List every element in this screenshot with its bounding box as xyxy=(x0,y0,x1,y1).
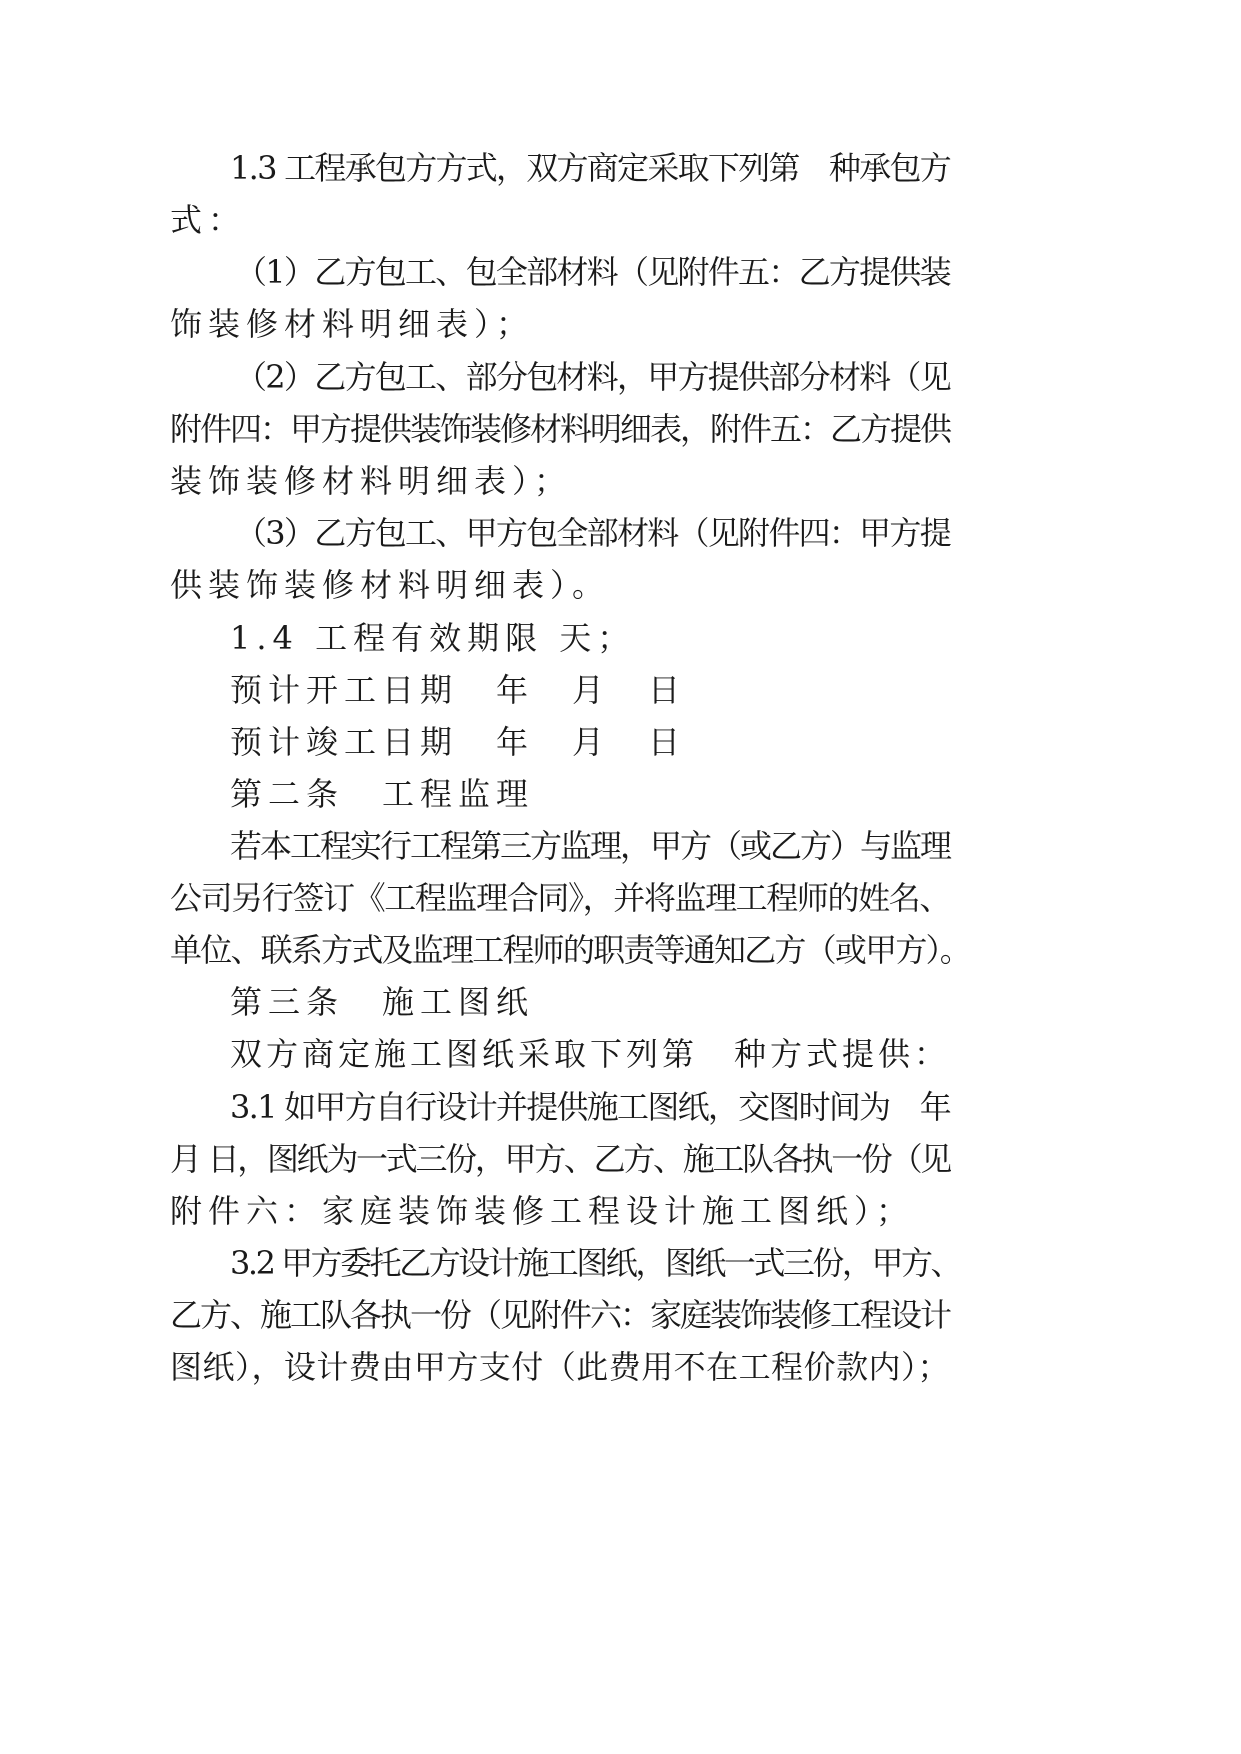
text-line: 公司另行签订《工程监理合同》，并将监理工程师的姓名、 xyxy=(170,879,950,917)
text-line: 附件四：甲方提供装饰装修材料明细表，附件五：乙方提供 xyxy=(170,410,950,448)
text-line: 式： xyxy=(170,201,247,239)
text-line: 1.4 工程有效期限 天； xyxy=(230,619,636,657)
text-line: 3.2 甲方委托乙方设计施工图纸，图纸一式三份，甲方、 xyxy=(230,1244,960,1282)
text-line: 预计竣工日期 年 月 日 xyxy=(230,723,687,761)
text-line: 装饰装修材料明细表）； xyxy=(170,462,573,500)
text-line: 图纸），设计费由甲方支付（此费用不在工程价款内）； xyxy=(170,1348,950,1386)
text-line: 预计开工日期 年 月 日 xyxy=(230,671,687,709)
text-line: 供装饰装修材料明细表）。 xyxy=(170,566,611,604)
text-line: 1.3 工程承包方方式，双方商定采取下列第 种承包方 xyxy=(230,149,950,187)
section-heading: 第三条 施工图纸 xyxy=(230,983,535,1021)
text-line: 饰装修材料明细表）； xyxy=(170,305,535,343)
text-line: 双方商定施工图纸采取下列第 种方式提供： xyxy=(230,1035,950,1073)
text-line: 若本工程实行工程第三方监理，甲方（或乙方）与监理 xyxy=(230,827,950,865)
section-heading: 第二条 工程监理 xyxy=(230,775,535,813)
text-line: （1）乙方包工、包全部材料（见附件五：乙方提供装 xyxy=(235,253,950,291)
text-line: （2）乙方包工、部分包材料，甲方提供部分材料（见 xyxy=(235,358,950,396)
text-line: 乙方、施工队各执一份（见附件六：家庭装饰装修工程设计 xyxy=(170,1296,950,1334)
text-line: 附件六：家庭装饰装修工程设计施工图纸）； xyxy=(170,1192,915,1230)
text-line: 3.1 如甲方自行设计并提供施工图纸，交图时间为 年 xyxy=(230,1088,950,1126)
text-line: 月 日，图纸为一式三份，甲方、乙方、施工队各执一份（见 xyxy=(170,1140,950,1178)
text-line: 单位、联系方式及监理工程师的职责等通知乙方（或甲方）。 xyxy=(170,931,970,969)
text-line: （3）乙方包工、甲方包全部材料（见附件四：甲方提 xyxy=(235,514,950,552)
